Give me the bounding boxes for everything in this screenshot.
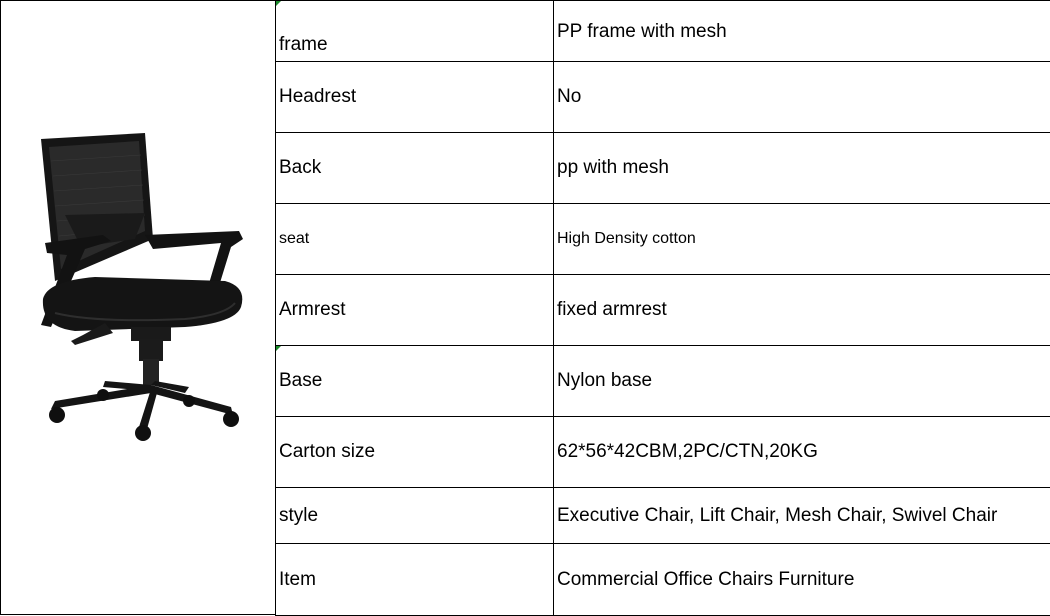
spec-label: Base: [276, 346, 554, 417]
spec-value: pp with mesh: [554, 133, 1050, 204]
spec-value: No: [554, 62, 1050, 133]
spec-label: Back: [276, 133, 554, 204]
table-row: [276, 1, 1050, 62]
product-image-cell: [0, 0, 275, 615]
cell-marker: [276, 346, 281, 351]
cell-marker: [276, 1, 281, 6]
spec-label: frame: [276, 1, 554, 62]
office-chair-image: [35, 131, 247, 443]
table-row: [276, 133, 1050, 204]
spec-value: High Density cotton: [554, 204, 1050, 275]
spec-table: [275, 0, 1050, 616]
spec-value: Nylon base: [554, 346, 1050, 417]
spec-label: Headrest: [276, 62, 554, 133]
spec-value: 62*56*42CBM,2PC/CTN,20KG: [554, 417, 1050, 488]
table-row: [276, 417, 1050, 488]
spec-label: Item: [276, 544, 554, 616]
table-row: [276, 275, 1050, 346]
spec-value: Commercial Office Chairs Furniture: [554, 544, 1050, 616]
spec-value: Executive Chair, Lift Chair, Mesh Chair, Swivel Chair: [554, 488, 1050, 544]
table-row: [276, 62, 1050, 133]
table-row: [276, 204, 1050, 275]
spec-label: style: [276, 488, 554, 544]
table-row: [276, 346, 1050, 417]
spec-value: PP frame with mesh: [554, 1, 1050, 62]
table-row: [276, 544, 1050, 616]
spec-value: fixed armrest: [554, 275, 1050, 346]
spec-label: Carton size: [276, 417, 554, 488]
table-row: [276, 488, 1050, 544]
spec-label: Armrest: [276, 275, 554, 346]
spec-label: seat: [276, 204, 554, 275]
